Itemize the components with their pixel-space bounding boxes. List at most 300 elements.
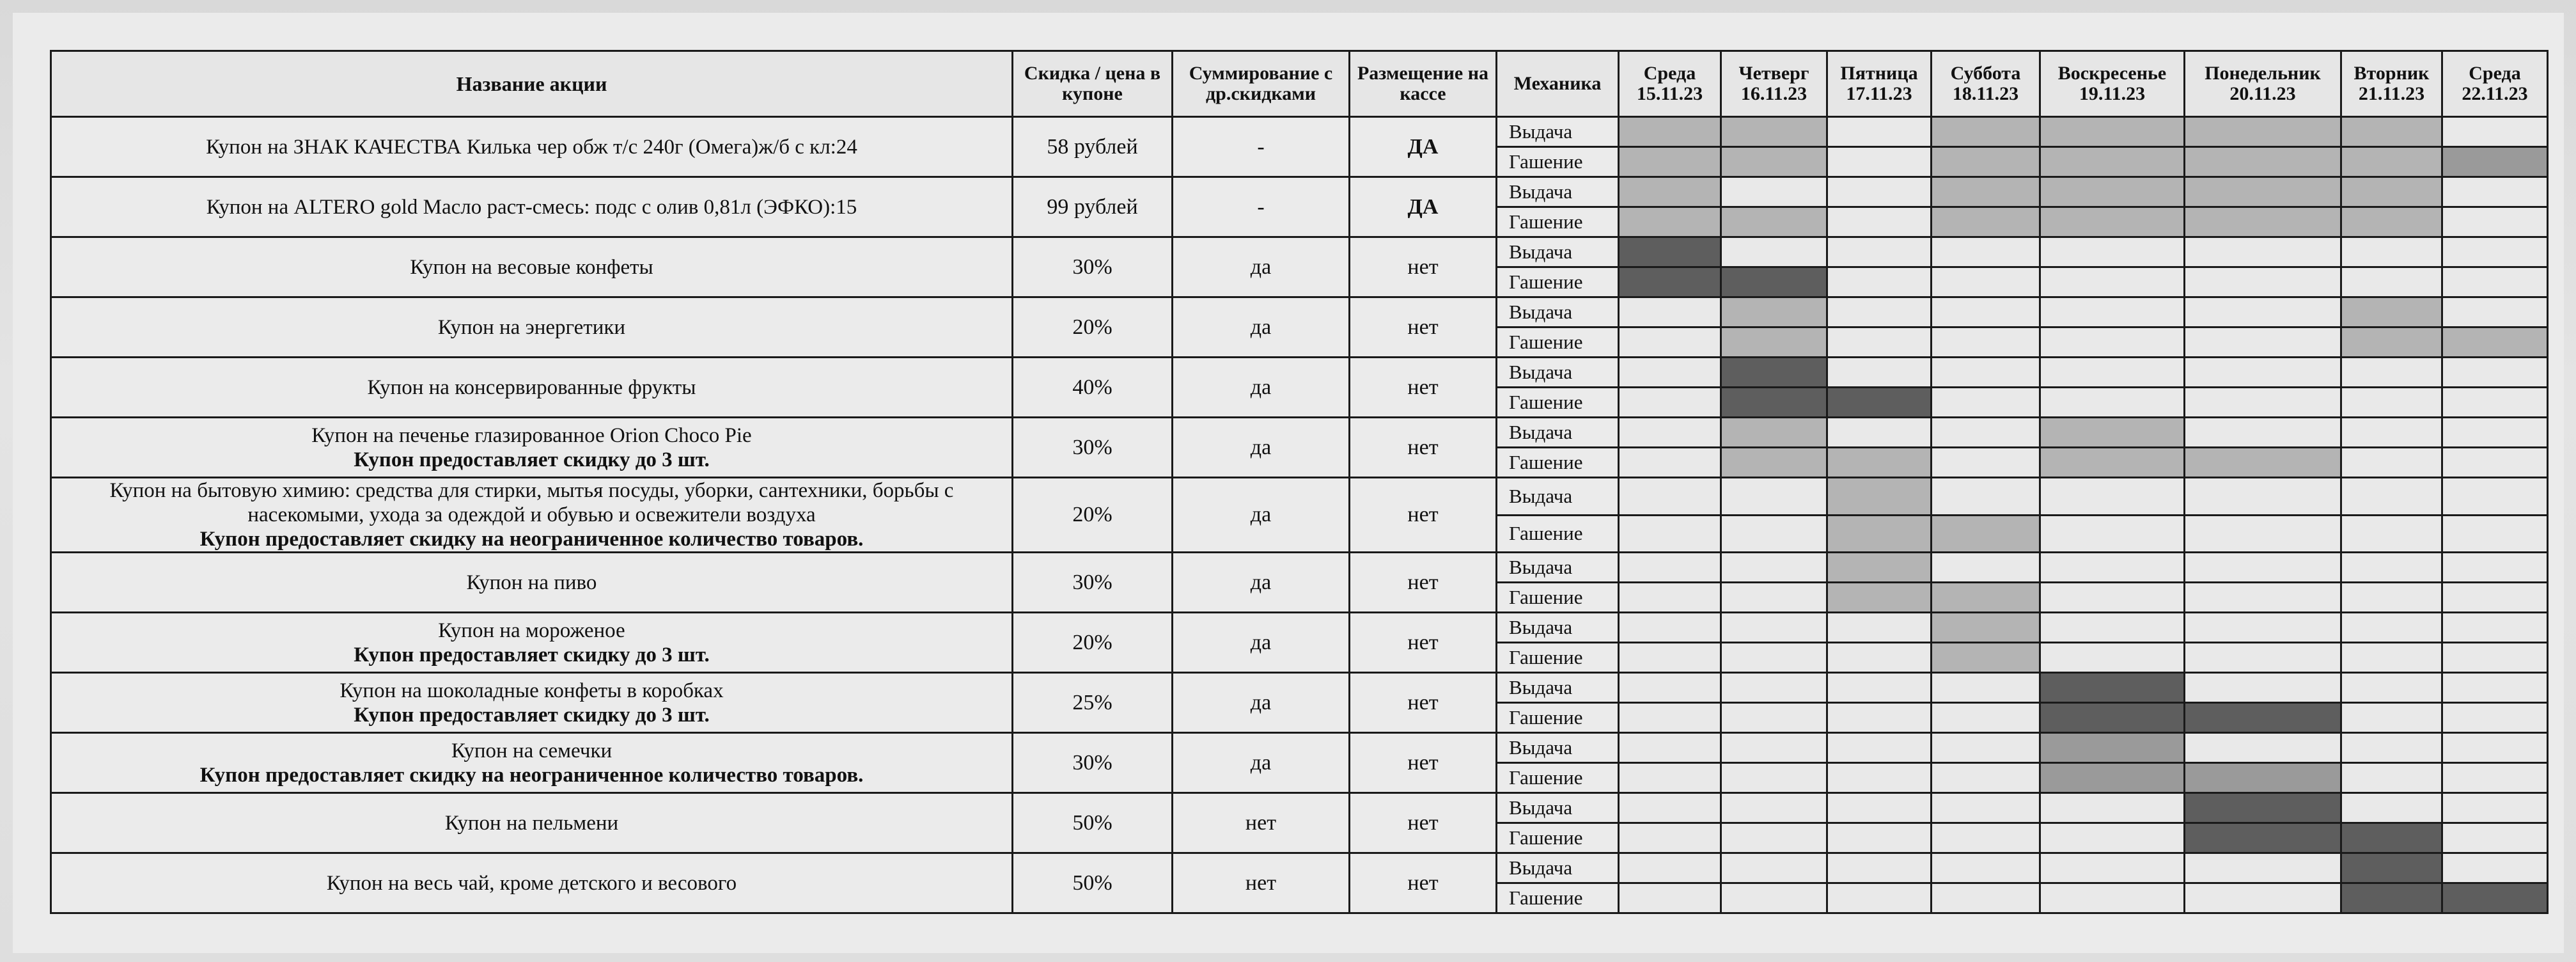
- calendar-cell-redeem: [2442, 703, 2548, 733]
- mechanic-issue: Выдача: [1497, 117, 1619, 147]
- calendar-cell-redeem: [1721, 448, 1827, 478]
- calendar-cell-redeem: [1827, 643, 1932, 673]
- calendar-cell-redeem: [1932, 147, 2040, 177]
- calendar-cell-redeem: [2341, 643, 2442, 673]
- calendar-cell-redeem: [2040, 515, 2185, 553]
- calendar-cell-issue: [2040, 613, 2185, 643]
- calendar-cell-issue: [1932, 853, 2040, 883]
- table-row: [51, 733, 2548, 763]
- mechanic-redeem: Гашение: [1497, 515, 1619, 553]
- summation-cell: -: [1173, 117, 1350, 177]
- discount-cell: 50%: [1013, 853, 1173, 913]
- calendar-cell-redeem: [1619, 643, 1721, 673]
- calendar-cell-redeem: [1932, 583, 2040, 613]
- day-weekday: Четверг: [1738, 63, 1809, 84]
- header-placement: Размещение на кассе: [1350, 51, 1497, 117]
- coupon-name: Купон на весовые конфеты: [410, 255, 653, 279]
- summation-cell: да: [1173, 358, 1350, 418]
- mechanic-issue: Выдача: [1497, 177, 1619, 207]
- calendar-cell-issue: [1827, 358, 1932, 388]
- calendar-cell-issue: [2040, 553, 2185, 583]
- coupon-name-cell: [51, 553, 1013, 613]
- calendar-cell-redeem: [1827, 763, 1932, 793]
- calendar-cell-redeem: [2040, 448, 2185, 478]
- table-header: [51, 51, 2548, 117]
- calendar-cell-issue: [2040, 358, 2185, 388]
- calendar-cell-redeem: [2040, 823, 2185, 853]
- calendar-cell-issue: [2185, 553, 2341, 583]
- calendar-cell-issue: [2341, 613, 2442, 643]
- day-date: 18.11.23: [1952, 83, 2019, 104]
- mechanic-redeem: Гашение: [1497, 388, 1619, 418]
- document-sheet: [13, 13, 2564, 953]
- calendar-cell-redeem: [2185, 643, 2341, 673]
- calendar-cell-issue: [2185, 793, 2341, 823]
- calendar-cell-issue: [2442, 177, 2548, 207]
- mechanic-redeem: Гашение: [1497, 583, 1619, 613]
- calendar-cell-issue: [2442, 853, 2548, 883]
- coupon-name: Купон на ЗНАК КАЧЕСТВА Килька чер обж т/с 240г (Омега)ж/б с кл:24: [206, 135, 857, 159]
- calendar-cell-issue: [2185, 358, 2341, 388]
- summation-cell: да: [1173, 673, 1350, 733]
- calendar-cell-redeem: [2341, 267, 2442, 297]
- table-row: [51, 553, 2548, 583]
- calendar-cell-redeem: [2040, 147, 2185, 177]
- calendar-cell-redeem: [1721, 583, 1827, 613]
- calendar-cell-redeem: [1721, 515, 1827, 553]
- placement-cell: нет: [1350, 613, 1497, 673]
- coupon-name: Купон на консервированные фрукты: [367, 375, 696, 399]
- calendar-cell-redeem: [1619, 448, 1721, 478]
- day-weekday: Пятница: [1840, 63, 1918, 84]
- calendar-cell-issue: [2442, 297, 2548, 327]
- calendar-cell-redeem: [1721, 823, 1827, 853]
- calendar-cell-issue: [1827, 117, 1932, 147]
- calendar-cell-issue: [1827, 733, 1932, 763]
- calendar-cell-redeem: [2341, 703, 2442, 733]
- mechanic-redeem: Гашение: [1497, 327, 1619, 358]
- placement-cell: нет: [1350, 793, 1497, 853]
- calendar-cell-issue: [1721, 613, 1827, 643]
- calendar-cell-issue: [2341, 297, 2442, 327]
- calendar-cell-redeem: [2185, 583, 2341, 613]
- calendar-cell-redeem: [1619, 883, 1721, 913]
- calendar-cell-issue: [1932, 237, 2040, 267]
- calendar-cell-redeem: [2185, 388, 2341, 418]
- calendar-cell-issue: [2341, 793, 2442, 823]
- calendar-cell-redeem: [1619, 583, 1721, 613]
- calendar-cell-redeem: [1619, 703, 1721, 733]
- summation-cell: да: [1173, 478, 1350, 553]
- calendar-cell-issue: [2442, 358, 2548, 388]
- placement-cell: нет: [1350, 553, 1497, 613]
- mechanic-issue: Выдача: [1497, 478, 1619, 516]
- coupon-name: Купон на весь чай, кроме детского и весового: [326, 871, 737, 895]
- discount-cell: 30%: [1013, 733, 1173, 793]
- calendar-cell-redeem: [1619, 388, 1721, 418]
- mechanic-redeem: Гашение: [1497, 823, 1619, 853]
- calendar-cell-redeem: [2040, 327, 2185, 358]
- calendar-cell-issue: [2341, 117, 2442, 147]
- mechanic-issue: Выдача: [1497, 613, 1619, 643]
- placement-cell: нет: [1350, 297, 1497, 358]
- mechanic-issue: Выдача: [1497, 297, 1619, 327]
- calendar-cell-issue: [1721, 853, 1827, 883]
- calendar-cell-redeem: [1932, 448, 2040, 478]
- calendar-cell-redeem: [2442, 448, 2548, 478]
- calendar-cell-issue: [2341, 673, 2442, 703]
- calendar-cell-issue: [2040, 478, 2185, 516]
- header-day-5: [2185, 51, 2341, 117]
- calendar-cell-issue: [2341, 733, 2442, 763]
- coupon-name-cell: [51, 793, 1013, 853]
- mechanic-redeem: Гашение: [1497, 643, 1619, 673]
- calendar-cell-issue: [2185, 733, 2341, 763]
- coupon-name: Купон на энергетики: [437, 315, 626, 339]
- calendar-cell-redeem: [2185, 515, 2341, 553]
- calendar-cell-issue: [2040, 733, 2185, 763]
- coupon-name: Купон на шоколадные конфеты в коробках: [340, 679, 724, 702]
- coupon-name-cell: [51, 297, 1013, 358]
- table-row: [51, 853, 2548, 883]
- header-day-4: [2040, 51, 2185, 117]
- calendar-cell-redeem: [1721, 147, 1827, 177]
- calendar-cell-redeem: [2341, 763, 2442, 793]
- calendar-cell-redeem: [2185, 267, 2341, 297]
- calendar-cell-issue: [2341, 853, 2442, 883]
- calendar-cell-issue: [1619, 793, 1721, 823]
- coupon-note: Купон предоставляет скидку до 3 шт.: [354, 643, 710, 666]
- calendar-cell-issue: [1932, 297, 2040, 327]
- calendar-cell-redeem: [2040, 207, 2185, 237]
- calendar-cell-redeem: [2185, 763, 2341, 793]
- calendar-cell-redeem: [2040, 703, 2185, 733]
- calendar-cell-redeem: [1619, 763, 1721, 793]
- table-row: [51, 177, 2548, 207]
- calendar-cell-issue: [2185, 418, 2341, 448]
- calendar-cell-issue: [2040, 793, 2185, 823]
- coupon-name: Купон на ALTERO gold Масло раст-смесь: подс с олив 0,81л (ЭФКО):15: [206, 195, 857, 219]
- calendar-cell-issue: [1827, 297, 1932, 327]
- calendar-cell-issue: [2341, 478, 2442, 516]
- calendar-cell-issue: [1619, 177, 1721, 207]
- calendar-cell-issue: [2040, 177, 2185, 207]
- header-day-0: [1619, 51, 1721, 117]
- mechanic-redeem: Гашение: [1497, 883, 1619, 913]
- mechanic-redeem: Гашение: [1497, 448, 1619, 478]
- coupon-name: Купон на пиво: [466, 571, 597, 594]
- calendar-cell-redeem: [2185, 147, 2341, 177]
- calendar-cell-issue: [1721, 793, 1827, 823]
- calendar-cell-issue: [1619, 478, 1721, 516]
- header-day-2: [1827, 51, 1932, 117]
- table-row: [51, 478, 2548, 516]
- coupon-note: Купон предоставляет скидку до 3 шт.: [354, 448, 710, 471]
- calendar-cell-issue: [2185, 478, 2341, 516]
- placement-cell: нет: [1350, 853, 1497, 913]
- summation-cell: -: [1173, 177, 1350, 237]
- calendar-cell-redeem: [2040, 883, 2185, 913]
- calendar-cell-redeem: [2341, 207, 2442, 237]
- calendar-cell-redeem: [2040, 388, 2185, 418]
- day-weekday: Понедельник: [2205, 63, 2321, 84]
- placement-cell: ДА: [1350, 117, 1497, 177]
- coupon-name-cell: [51, 853, 1013, 913]
- calendar-cell-redeem: [1932, 515, 2040, 553]
- calendar-cell-redeem: [1619, 207, 1721, 237]
- calendar-cell-redeem: [2341, 147, 2442, 177]
- coupon-note: Купон предоставляет скидку до 3 шт.: [354, 703, 710, 727]
- calendar-cell-redeem: [1827, 207, 1932, 237]
- calendar-cell-issue: [2040, 297, 2185, 327]
- calendar-cell-redeem: [2341, 583, 2442, 613]
- calendar-cell-redeem: [2341, 823, 2442, 853]
- coupon-name-cell: [51, 237, 1013, 297]
- calendar-cell-issue: [2040, 853, 2185, 883]
- calendar-cell-redeem: [2442, 763, 2548, 793]
- calendar-cell-issue: [2341, 358, 2442, 388]
- day-weekday: Суббота: [1950, 63, 2021, 84]
- calendar-cell-redeem: [2185, 703, 2341, 733]
- calendar-cell-redeem: [1932, 763, 2040, 793]
- calendar-cell-issue: [2341, 177, 2442, 207]
- calendar-cell-redeem: [1721, 883, 1827, 913]
- calendar-cell-issue: [1932, 553, 2040, 583]
- discount-cell: 30%: [1013, 418, 1173, 478]
- calendar-cell-issue: [1932, 177, 2040, 207]
- calendar-cell-redeem: [1721, 327, 1827, 358]
- calendar-cell-issue: [2442, 793, 2548, 823]
- calendar-cell-issue: [2040, 237, 2185, 267]
- coupon-name-cell: [51, 613, 1013, 673]
- calendar-cell-issue: [1827, 553, 1932, 583]
- calendar-cell-issue: [1827, 673, 1932, 703]
- calendar-cell-issue: [2341, 418, 2442, 448]
- discount-cell: 30%: [1013, 553, 1173, 613]
- coupon-name: Купон на пельмени: [444, 811, 619, 835]
- calendar-cell-redeem: [2185, 207, 2341, 237]
- calendar-cell-redeem: [2341, 515, 2442, 553]
- discount-cell: 30%: [1013, 237, 1173, 297]
- calendar-cell-redeem: [2040, 763, 2185, 793]
- calendar-cell-issue: [2185, 117, 2341, 147]
- calendar-cell-redeem: [1619, 327, 1721, 358]
- calendar-cell-issue: [1932, 673, 2040, 703]
- calendar-cell-redeem: [1827, 448, 1932, 478]
- calendar-cell-issue: [1827, 613, 1932, 643]
- calendar-cell-redeem: [1619, 823, 1721, 853]
- mechanic-issue: Выдача: [1497, 358, 1619, 388]
- calendar-cell-redeem: [1619, 267, 1721, 297]
- placement-cell: нет: [1350, 673, 1497, 733]
- mechanic-issue: Выдача: [1497, 733, 1619, 763]
- calendar-cell-redeem: [2442, 643, 2548, 673]
- table-row: [51, 793, 2548, 823]
- calendar-cell-redeem: [1827, 267, 1932, 297]
- discount-cell: 20%: [1013, 478, 1173, 553]
- placement-cell: нет: [1350, 358, 1497, 418]
- discount-cell: 20%: [1013, 297, 1173, 358]
- calendar-cell-redeem: [1827, 583, 1932, 613]
- calendar-cell-redeem: [2185, 327, 2341, 358]
- calendar-cell-issue: [2185, 237, 2341, 267]
- calendar-cell-redeem: [1932, 267, 2040, 297]
- day-date: 15.11.23: [1636, 83, 1703, 104]
- calendar-cell-redeem: [1619, 515, 1721, 553]
- summation-cell: да: [1173, 418, 1350, 478]
- calendar-cell-issue: [2442, 418, 2548, 448]
- header-name: Название акции: [51, 51, 1013, 117]
- calendar-cell-issue: [1932, 613, 2040, 643]
- day-date: 17.11.23: [1846, 83, 1912, 104]
- calendar-cell-issue: [1721, 237, 1827, 267]
- calendar-cell-issue: [2442, 733, 2548, 763]
- calendar-cell-issue: [2442, 478, 2548, 516]
- calendar-cell-issue: [1619, 117, 1721, 147]
- calendar-cell-issue: [1827, 793, 1932, 823]
- summation-cell: да: [1173, 553, 1350, 613]
- table-row: [51, 673, 2548, 703]
- coupon-name: Купон на семечки: [451, 739, 613, 762]
- calendar-cell-issue: [1721, 673, 1827, 703]
- calendar-cell-redeem: [2341, 448, 2442, 478]
- mechanic-issue: Выдача: [1497, 553, 1619, 583]
- header-day-7: [2442, 51, 2548, 117]
- calendar-cell-redeem: [2442, 207, 2548, 237]
- calendar-cell-redeem: [1721, 703, 1827, 733]
- calendar-cell-redeem: [1827, 147, 1932, 177]
- calendar-cell-issue: [1827, 237, 1932, 267]
- calendar-cell-issue: [1721, 358, 1827, 388]
- calendar-cell-issue: [1721, 117, 1827, 147]
- mechanic-issue: Выдача: [1497, 793, 1619, 823]
- calendar-cell-redeem: [2442, 515, 2548, 553]
- calendar-cell-redeem: [2341, 388, 2442, 418]
- header-row: [51, 51, 2548, 117]
- calendar-cell-issue: [1721, 733, 1827, 763]
- calendar-cell-issue: [1932, 117, 2040, 147]
- day-date: 20.11.23: [2229, 83, 2296, 104]
- calendar-cell-redeem: [2040, 643, 2185, 673]
- calendar-cell-issue: [1932, 733, 2040, 763]
- summation-cell: да: [1173, 237, 1350, 297]
- calendar-cell-redeem: [1932, 823, 2040, 853]
- calendar-cell-issue: [1932, 793, 2040, 823]
- coupon-name-cell: [51, 478, 1013, 553]
- table-row: [51, 237, 2548, 267]
- discount-cell: 40%: [1013, 358, 1173, 418]
- table-row: [51, 297, 2548, 327]
- calendar-cell-issue: [1619, 237, 1721, 267]
- calendar-cell-redeem: [1721, 643, 1827, 673]
- calendar-cell-redeem: [2442, 883, 2548, 913]
- calendar-cell-redeem: [1721, 388, 1827, 418]
- day-weekday: Среда: [2469, 63, 2521, 84]
- discount-cell: 58 рублей: [1013, 117, 1173, 177]
- calendar-cell-issue: [2341, 553, 2442, 583]
- calendar-cell-redeem: [2185, 823, 2341, 853]
- calendar-cell-issue: [2442, 117, 2548, 147]
- calendar-cell-issue: [2442, 673, 2548, 703]
- coupon-note: Купон предоставляет скидку на неограниченное количество товаров.: [199, 763, 864, 787]
- calendar-cell-redeem: [2442, 388, 2548, 418]
- calendar-cell-redeem: [1932, 643, 2040, 673]
- coupon-schedule-table: [50, 50, 2549, 914]
- table-row: [51, 613, 2548, 643]
- calendar-cell-issue: [1932, 418, 2040, 448]
- table-row: [51, 117, 2548, 147]
- day-date: 21.11.23: [2358, 83, 2425, 104]
- placement-cell: нет: [1350, 237, 1497, 297]
- calendar-cell-redeem: [1721, 207, 1827, 237]
- calendar-cell-issue: [1619, 673, 1721, 703]
- header-discount: Скидка / цена в купоне: [1013, 51, 1173, 117]
- header-mechanic: Механика: [1497, 51, 1619, 117]
- calendar-cell-redeem: [2341, 883, 2442, 913]
- calendar-cell-issue: [1932, 478, 2040, 516]
- calendar-cell-redeem: [2341, 327, 2442, 358]
- calendar-cell-redeem: [1932, 388, 2040, 418]
- calendar-cell-redeem: [1827, 883, 1932, 913]
- calendar-cell-issue: [1721, 297, 1827, 327]
- calendar-cell-issue: [1619, 733, 1721, 763]
- calendar-cell-redeem: [1721, 763, 1827, 793]
- calendar-cell-issue: [2442, 553, 2548, 583]
- mechanic-issue: Выдача: [1497, 418, 1619, 448]
- coupon-note: Купон предоставляет скидку на неограниченное количество товаров.: [199, 528, 864, 551]
- calendar-cell-redeem: [1932, 327, 2040, 358]
- calendar-cell-redeem: [1827, 515, 1932, 553]
- calendar-cell-redeem: [1932, 207, 2040, 237]
- calendar-cell-redeem: [2040, 267, 2185, 297]
- discount-cell: 99 рублей: [1013, 177, 1173, 237]
- calendar-cell-redeem: [2185, 448, 2341, 478]
- header-summation: Суммирование с др.скидками: [1173, 51, 1350, 117]
- calendar-cell-issue: [1619, 358, 1721, 388]
- calendar-cell-issue: [1827, 418, 1932, 448]
- calendar-cell-redeem: [1932, 883, 2040, 913]
- coupon-name-cell: [51, 177, 1013, 237]
- calendar-cell-issue: [2185, 853, 2341, 883]
- calendar-cell-redeem: [2442, 267, 2548, 297]
- header-day-1: [1721, 51, 1827, 117]
- day-date: 22.11.23: [2462, 83, 2528, 104]
- calendar-cell-issue: [2442, 613, 2548, 643]
- calendar-cell-redeem: [2040, 583, 2185, 613]
- calendar-cell-redeem: [1721, 267, 1827, 297]
- mechanic-issue: Выдача: [1497, 237, 1619, 267]
- calendar-cell-issue: [2185, 673, 2341, 703]
- mechanic-issue: Выдача: [1497, 673, 1619, 703]
- calendar-cell-redeem: [2442, 823, 2548, 853]
- table-row: [51, 358, 2548, 388]
- calendar-cell-issue: [1827, 478, 1932, 516]
- calendar-cell-redeem: [1827, 823, 1932, 853]
- table-body: [51, 117, 2548, 913]
- mechanic-redeem: Гашение: [1497, 147, 1619, 177]
- calendar-cell-redeem: [2442, 147, 2548, 177]
- calendar-cell-issue: [2040, 673, 2185, 703]
- discount-cell: 50%: [1013, 793, 1173, 853]
- header-day-6: [2341, 51, 2442, 117]
- summation-cell: да: [1173, 297, 1350, 358]
- coupon-name-cell: [51, 673, 1013, 733]
- placement-cell: ДА: [1350, 177, 1497, 237]
- discount-cell: 20%: [1013, 613, 1173, 673]
- calendar-cell-issue: [1721, 418, 1827, 448]
- calendar-cell-issue: [1721, 553, 1827, 583]
- calendar-cell-issue: [1721, 478, 1827, 516]
